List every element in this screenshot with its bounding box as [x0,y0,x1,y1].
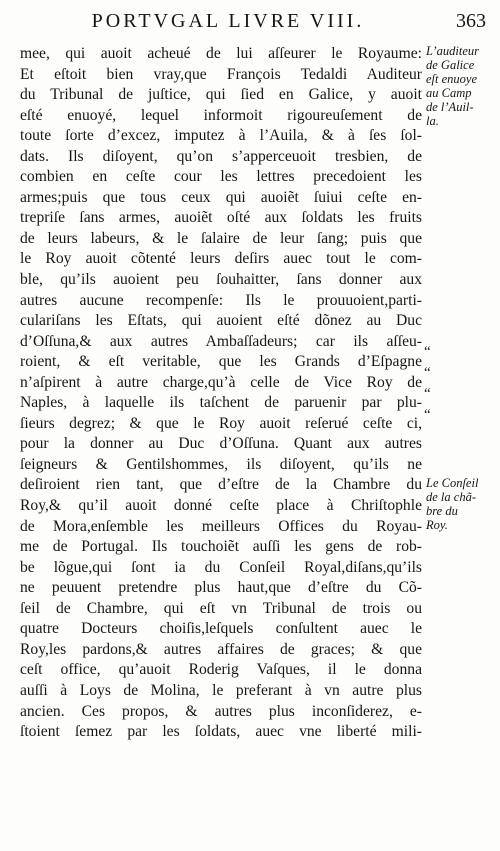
margin-note-line: de Galice [426,58,475,72]
margin-note-line: de l’Auil- [426,100,474,114]
quote-mark: “ [424,344,431,360]
text-line: Roy,les pardons,& autres affaires de graces; & que [20,640,422,658]
text-line: pour la donner au Duc d’Oſſuna. Quant aux autres [20,435,422,453]
text-line: combien en ceſte cour les lettres precedoient les [20,168,422,186]
text-line: eſté enuoyé, lequel informoit rigoureuſement de [20,106,422,124]
quote-mark: “ [424,407,431,423]
text-line: toute ſorte d’excez, imputez à l’Auila, & à ſes ſol- [20,127,422,145]
text-line: quatre Docteurs choiſis,leſquels conſultent auec le [20,620,422,638]
margin-note-line: de la chã- [426,490,476,504]
text-line: le Roy auoit cõtenté leurs deſirs auec tout le com- [20,250,422,268]
text-line: culariſans les Eſtats, qui auoient eſté dõnez au Duc [20,312,422,330]
text-line: mee, qui auoit acheué de lui aſſeurer le Royaume: [20,45,422,62]
text-line: ceſt office, qu’auoit Roderig Vaſques, il le donna [20,661,422,679]
text-line: de Mora,enſemble les meilleurs Offices du Royau- [20,517,422,535]
text-line: trepriſe ſans armes, auoiẽt oſté aux ſoldats les fruits [20,209,422,227]
text-line: Roy,& qu’il auoit donné ceſte place à Chriſtophle [20,497,422,515]
text-line: armes;puis que tous ceux qui auoiẽt ſuiui ceſte en- [20,188,422,206]
text-line: deſiroient rien tant, que d’eſtre de la Chambre du [20,476,422,494]
margin-note-line: L’auditeur [426,44,480,58]
text-line: ſeil de Chambre, qui eſt vn Tribunal de trois ou [20,599,422,617]
text-line: autres aucune recompenſe: Ils le prouuoient,parti- [20,291,422,309]
margin-note-line: bre du [426,504,458,518]
text-line: n’aſpirent à autre charge,qu’à celle de Vice Roy de [20,373,422,391]
quote-mark: “ [424,386,431,402]
running-head: PORTVGAL LIVRE VIII. [91,10,365,32]
text-line: ſieurs degrez; & que le Roy auoit reſerué ceſte ci, [20,414,422,432]
margin-note-line: Le Conſeil [426,476,479,490]
text-line: me de Portugal. Ils touchoiẽt auſſi les gens de rob- [20,538,422,556]
page-number: 363 [456,10,486,32]
text-line: d’Oſſuna,& aux autres Ambaſſadeurs; car ils aſſeu- [20,332,422,350]
text-line: roient, & eſt veritable, que les Grands d’Eſpagne [20,353,422,371]
text-line: be lõgue,qui ſont ia du Conſeil Royal,diſans,qu’ils [20,558,422,576]
text-line: auſſi à Loys de Molina, le preferant à vn autre plus [20,681,422,699]
text-line: Naples, à laquelle ils taſchent de paruenir par plu- [20,394,422,412]
margin-note-line: au Camp [426,86,472,100]
text-line: ne peuuent pretendre plus haut,que d’eſtre du Cõ- [20,579,422,597]
quote-mark: “ [424,365,431,381]
margin-note-line: Roy. [426,518,448,532]
text-line: ancien. Ces propos, & autres plus inconſiderez, e- [20,702,422,720]
text-line: ble, qu’ils auoient peu ſouhaitter, ſans donner aux [20,271,422,289]
text-line: dats. Ils diſoyent, qu’on s’apperceuoit tresbien, de [20,147,422,165]
text-line: ſeigneurs & Gentilshommes, ils diſoyent, qu’ils ne [20,455,422,473]
body-text [20,44,422,743]
text-line: Et eſtoit bien vray,que François Tedaldi Auditeur [20,65,422,83]
text-line: ſtoient ſemez par les ſoldats, auec vne liberté mili- [20,723,422,741]
margin-note-line: eſt enuoye [426,72,478,86]
text-line: du Tribunal de juſtice, qui ſied en Galice, y auoit [20,86,422,104]
margin-note-line: la. [426,114,439,128]
margin-note-conseil [426,476,496,532]
margin-note-auditeur [426,44,496,128]
text-line: de leurs labeurs, & le ſalaire de leur ſang; puis que [20,229,422,247]
